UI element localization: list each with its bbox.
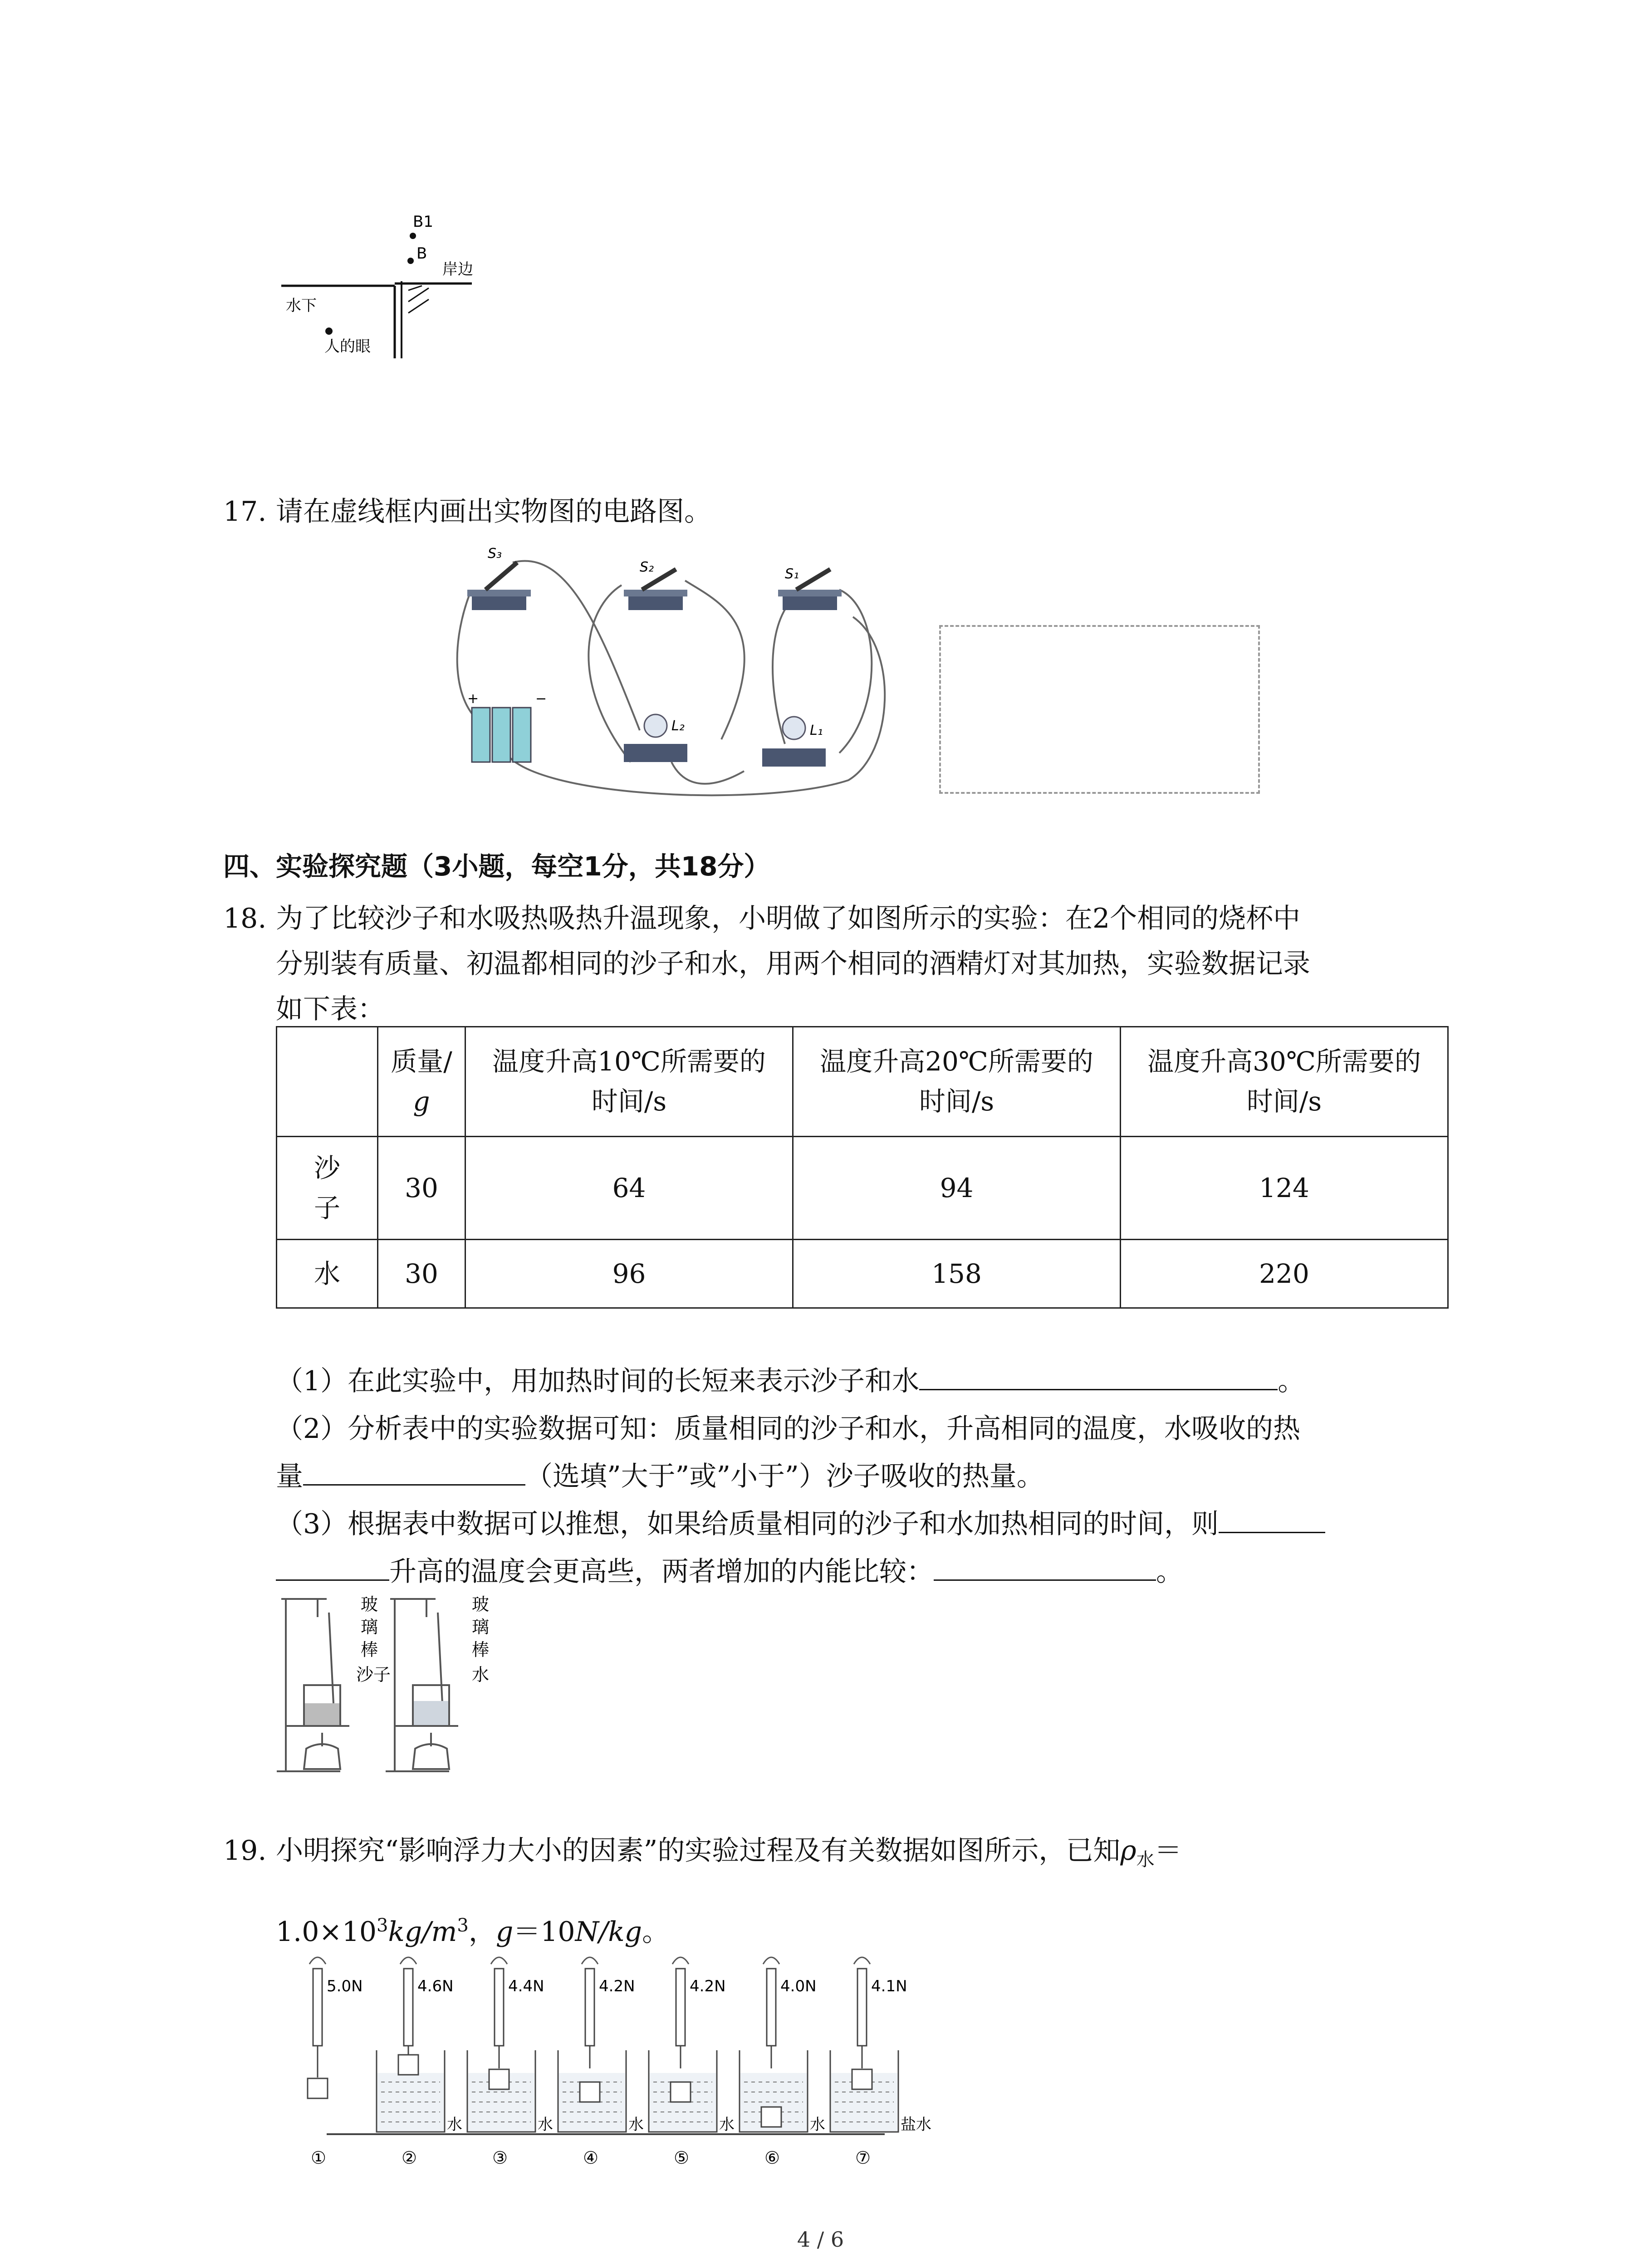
row-name-water: 水 bbox=[277, 1239, 378, 1308]
metal-block bbox=[308, 2078, 328, 2098]
q19-number: 19. bbox=[223, 1835, 267, 1867]
q17-number: 17. bbox=[223, 496, 267, 528]
scale-reading: 4.2N bbox=[690, 1977, 726, 1995]
cell-t20: 158 bbox=[793, 1239, 1121, 1308]
step-number: ① bbox=[311, 2148, 327, 2168]
q18-line3: 如下表： bbox=[276, 993, 385, 1025]
table-header-row bbox=[277, 1027, 1448, 1137]
label-rod-left-3: 棒 bbox=[361, 1640, 378, 1660]
step-number: ③ bbox=[492, 2148, 508, 2168]
metal-block bbox=[761, 2107, 781, 2127]
q18-line1: 为了比较沙子和水吸热吸热升温现象，小明做了如图所示的实验：在2个相同的烧杯中 bbox=[276, 903, 1301, 934]
metal-block bbox=[398, 2055, 418, 2075]
label-rod-left-2: 璃 bbox=[361, 1617, 378, 1637]
scale-reading: 4.6N bbox=[417, 1977, 454, 1995]
label-rod-left-1: 玻 bbox=[361, 1594, 378, 1614]
step-number: ④ bbox=[583, 2148, 599, 2168]
page-number: 4 / 6 bbox=[797, 2227, 844, 2252]
liquid-label: 水 bbox=[538, 2116, 553, 2134]
cell-t10: 96 bbox=[465, 1239, 793, 1308]
q18-line2: 分别装有质量、初温都相同的沙子和水，用两个相同的酒精灯对其加热，实验数据记录 bbox=[276, 948, 1310, 980]
scale-reading: 4.2N bbox=[599, 1977, 635, 1995]
liquid-label: 水 bbox=[628, 2116, 644, 2134]
spring-scale bbox=[585, 1969, 594, 2046]
label-rod-right-1: 玻 bbox=[472, 1594, 490, 1614]
hand-icon bbox=[763, 1957, 779, 1964]
table-row bbox=[277, 1136, 1448, 1239]
cell-t30: 124 bbox=[1121, 1136, 1448, 1239]
section4-title: 四、实验探究题（3小题，每空1分，共18分） bbox=[223, 851, 770, 882]
q18-sub3b: 升高的温度会更高些，两者增加的内能比较： 。 bbox=[276, 1549, 1183, 1594]
scale-reading: 4.4N bbox=[508, 1977, 544, 1995]
liquid-label: 盐水 bbox=[901, 2116, 931, 2134]
hand-icon bbox=[309, 1957, 326, 1964]
label-plus: + bbox=[467, 691, 479, 707]
step-number: ② bbox=[402, 2148, 417, 2168]
cell-t30: 220 bbox=[1121, 1239, 1448, 1308]
scale-reading: 4.1N bbox=[871, 1977, 907, 1995]
step-number: ⑦ bbox=[855, 2148, 871, 2168]
q18-number: 18. bbox=[223, 903, 267, 934]
spring-scale bbox=[313, 1969, 322, 2046]
experiment-table bbox=[276, 1026, 1449, 1309]
step-number: ⑥ bbox=[764, 2148, 780, 2168]
label-s2: S₂ bbox=[640, 559, 654, 575]
heating-apparatus-figure bbox=[272, 1590, 508, 1780]
metal-block bbox=[489, 2069, 509, 2089]
answer-dashed-box bbox=[939, 625, 1260, 794]
label-rod-right-3: 棒 bbox=[472, 1640, 490, 1660]
header-t10: 温度升高10℃所需要的 时间/s bbox=[465, 1027, 793, 1137]
hand-icon bbox=[854, 1957, 870, 1964]
buoyancy-figure bbox=[272, 1950, 944, 2186]
label-l1: L₁ bbox=[810, 723, 823, 738]
answer-blank-2[interactable] bbox=[303, 1455, 525, 1486]
liquid-label: 水 bbox=[719, 2116, 735, 2134]
cell-t10: 64 bbox=[465, 1136, 793, 1239]
label-minus: − bbox=[535, 691, 547, 707]
metal-block bbox=[580, 2082, 600, 2102]
cell-mass: 30 bbox=[378, 1239, 465, 1308]
step-number: ⑤ bbox=[674, 2148, 690, 2168]
q18-sub2a: （2）分析表中的实验数据可知：质量相同的沙子和水，升高相同的温度，水吸收的热 bbox=[276, 1413, 1301, 1445]
label-rod-right-2: 璃 bbox=[472, 1617, 490, 1637]
label-shore: 岸边 bbox=[442, 260, 473, 279]
spring-scale bbox=[767, 1969, 776, 2046]
label-b1: B1 bbox=[413, 213, 433, 231]
scale-reading: 4.0N bbox=[780, 1977, 817, 1995]
header-t30: 温度升高30℃所需要的 时间/s bbox=[1121, 1027, 1448, 1137]
metal-block bbox=[671, 2082, 691, 2102]
refraction-figure bbox=[272, 200, 490, 372]
hand-icon bbox=[400, 1957, 416, 1964]
cell-mass: 30 bbox=[378, 1136, 465, 1239]
scale-reading: 5.0N bbox=[327, 1977, 363, 1995]
q17-text: 请在虚线框内画出实物图的电路图。 bbox=[276, 496, 711, 528]
cell-t20: 94 bbox=[793, 1136, 1121, 1239]
answer-blank-3a[interactable] bbox=[1219, 1503, 1325, 1533]
table-corner-cell bbox=[277, 1027, 378, 1137]
metal-block bbox=[852, 2069, 872, 2089]
q18-sub2b: 量 （选填”大于”或”小于”）沙子吸收的热量。 bbox=[276, 1454, 1044, 1499]
label-eye: 人的眼 bbox=[324, 337, 371, 356]
header-mass: 质量/ g bbox=[378, 1027, 465, 1137]
spring-scale bbox=[676, 1969, 685, 2046]
liquid-label: 水 bbox=[810, 2116, 825, 2134]
answer-blank-1[interactable] bbox=[919, 1360, 1278, 1390]
hand-icon bbox=[672, 1957, 689, 1964]
label-water: 水 bbox=[472, 1665, 490, 1685]
q19-line1: 小明探究“影响浮力大小的因素”的实验过程及有关数据如图所示，已知$\rho_水=$ bbox=[276, 1835, 1182, 1870]
spring-scale bbox=[857, 1969, 867, 2046]
label-underwater: 水下 bbox=[286, 297, 317, 315]
label-sand: 沙子 bbox=[356, 1665, 391, 1685]
label-b: B bbox=[416, 244, 427, 263]
row-name-sand: 沙 子 bbox=[277, 1136, 378, 1239]
circuit-figure bbox=[449, 535, 903, 821]
label-l2: L₂ bbox=[671, 718, 685, 734]
table-row bbox=[277, 1239, 1448, 1308]
header-t20: 温度升高20℃所需要的 时间/s bbox=[793, 1027, 1121, 1137]
q18-sub1: （1）在此实验中，用加热时间的长短来表示沙子和水 。 bbox=[276, 1359, 1305, 1404]
spring-scale bbox=[404, 1969, 413, 2046]
label-s3: S₃ bbox=[488, 546, 502, 562]
q18-sub3a: （3）根据表中数据可以推想，如果给质量相同的沙子和水加热相同的时间，则 bbox=[276, 1501, 1325, 1547]
answer-blank-4[interactable] bbox=[934, 1550, 1156, 1581]
q19-line2: $1.0\times 10^3kg/m^3$，g＝10N/kg。 bbox=[276, 1915, 670, 1948]
answer-blank-3b[interactable] bbox=[276, 1550, 389, 1581]
liquid-label: 水 bbox=[447, 2116, 462, 2134]
hand-icon bbox=[582, 1957, 598, 1964]
spring-scale bbox=[495, 1969, 504, 2046]
label-s1: S₁ bbox=[785, 566, 799, 582]
hand-icon bbox=[491, 1957, 507, 1964]
